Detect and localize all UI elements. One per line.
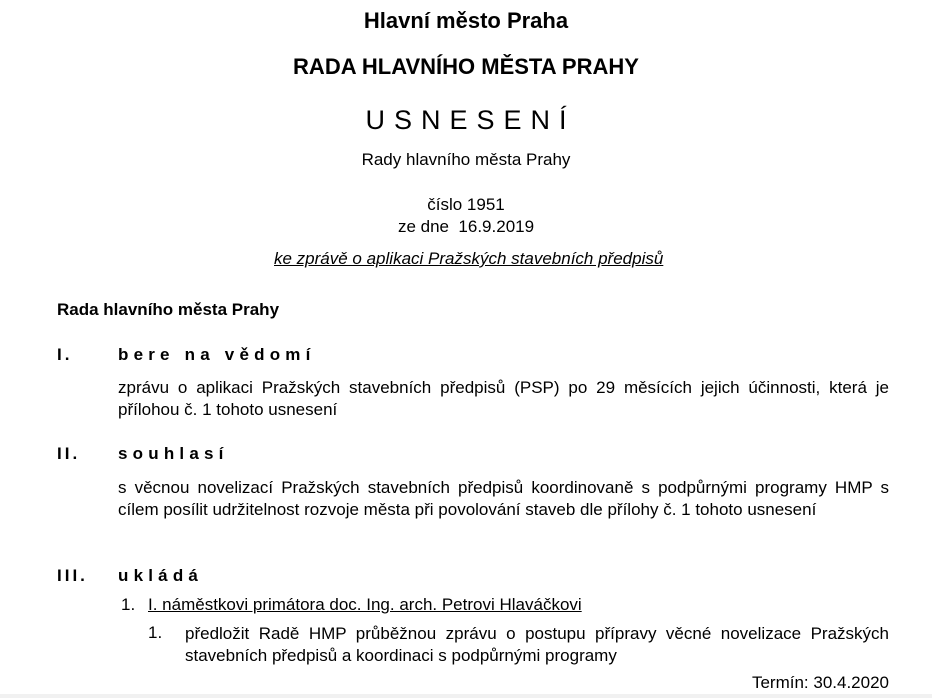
section-2-text: s věcnou novelizací Pražských stavebních předpisů koordinovaně s podpůrnými programy HMP s cílem posílit udržitelnost rozvoje města při povolování staveb dle přílohy č. 1 tohoto usnesení [118,478,889,519]
section-3-number: III. [57,566,88,585]
city-heading: Hlavní město Praha [363,8,569,33]
resolution-date: ze dne 16.9.2019 [397,217,535,236]
section-3-verb: ukládá [118,566,204,585]
section-1-verb: bere na vědomí [118,345,316,364]
subitem-1-number: 1. [148,623,163,642]
section-2-number: II. [57,444,81,463]
issuer-line: Rady hlavního města Prahy [361,150,571,169]
document-type-title: USNESENÍ [365,105,576,135]
section-1-number: I. [57,345,73,364]
resolution-number: číslo 1951 [427,195,505,214]
council-lead: Rada hlavního města Prahy [57,300,280,319]
item-1-assignee: I. náměstkovi primátora doc. Ing. arch. Petrovi Hlaváčkovi [148,595,582,614]
page-bottom-edge [0,694,932,698]
subitem-1-text: předložit Radě HMP průběžnou zprávu o postupu přípravy věcné novelizace Pražských stavebních předpisů a koordinaci s podpůrnými programy [185,624,889,665]
section-2-verb: souhlasí [118,444,229,463]
section-1-text: zprávu o aplikaci Pražských stavebních předpisů (PSP) po 29 měsících jejich účinnosti, která je přílohou č. 1 tohoto usnesení [118,378,889,419]
council-heading: RADA HLAVNÍHO MĚSTA PRAHY [293,54,639,79]
resolution-subject: ke zprávě o aplikaci Pražských stavebních předpisů [274,249,664,268]
subitem-1-deadline: Termín: 30.4.2020 [751,673,889,692]
item-1-number: 1. [121,595,136,614]
